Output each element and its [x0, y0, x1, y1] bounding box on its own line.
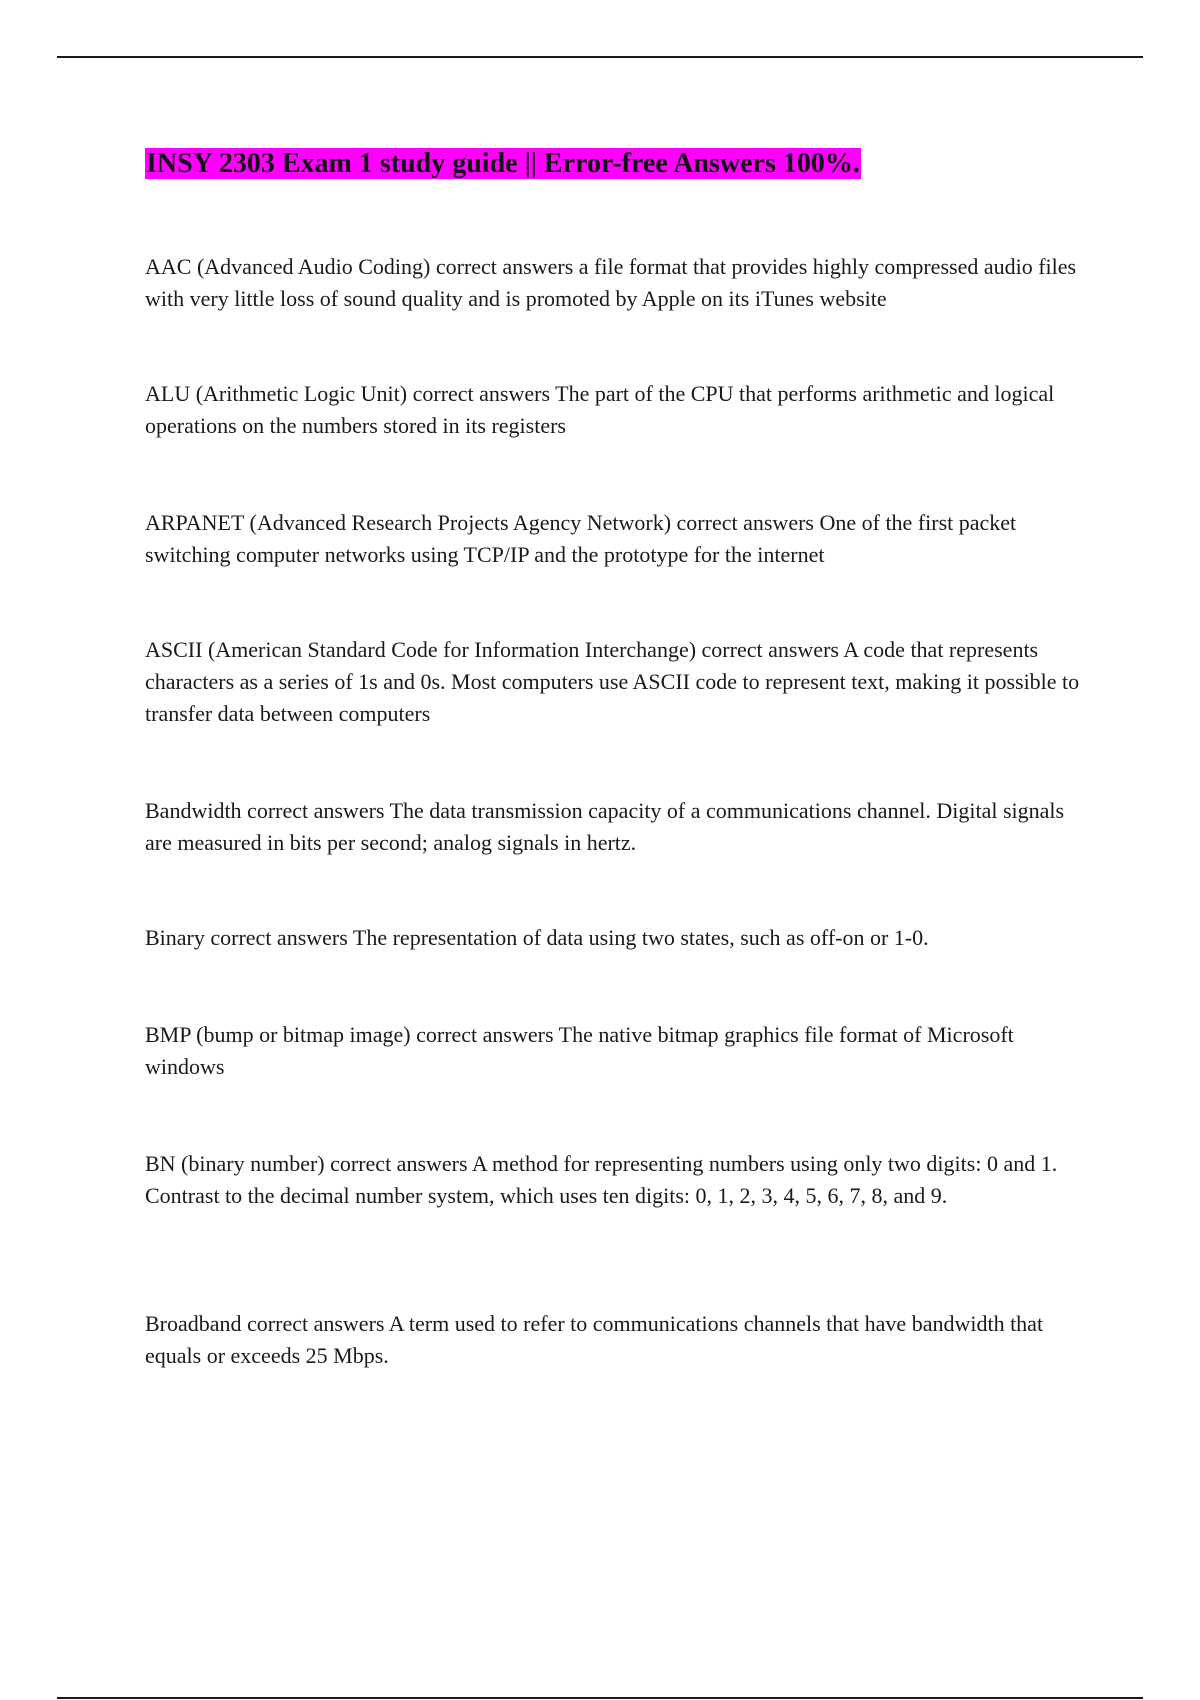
top-divider: [57, 56, 1143, 58]
entry-bandwidth: Bandwidth correct answers The data transmission capacity of a communications channel. Digital signals are measured in bits per second; analog signals in hertz.: [145, 798, 1065, 855]
entry-arpanet: ARPANET (Advanced Research Projects Agency Network) correct answers One of the first packet switching computer networks using TCP/IP and the prototype for the internet: [145, 510, 1017, 567]
entry-bmp: BMP (bump or bitmap image) correct answers The native bitmap graphics file format of Microsoft windows: [145, 1022, 1014, 1079]
entry-ascii: ASCII (American Standard Code for Information Interchange) correct answers A code that represents characters as a series of 1s and 0s. Most computers use ASCII code to represent text, making it possible to transfer data between computers: [145, 637, 1080, 726]
bottom-divider: [57, 1697, 1143, 1699]
title-block: [145, 146, 1090, 182]
entry-bn: BN (binary number) correct answers A method for representing numbers using only two digits: 0 and 1. Contrast to the decimal number system, which uses ten digits: 0, 1, 2, 3, 4, 5, 6, 7, 8, and 9.: [145, 1151, 1058, 1208]
document-title: INSY 2303 Exam 1 study guide || Error-free Answers 100%.: [146, 148, 860, 179]
entry-aac: AAC (Advanced Audio Coding) correct answers a file format that provides highly compressed audio files with very little loss of sound quality and is promoted by Apple on its iTunes website: [145, 254, 1077, 311]
entry-broadband: Broadband correct answers A term used to refer to communications channels that have bandwidth that equals or exceeds 25 Mbps.: [145, 1311, 1044, 1368]
entry-alu: ALU (Arithmetic Logic Unit) correct answers The part of the CPU that performs arithmetic and logical operations on the numbers stored in its registers: [145, 381, 1055, 438]
entry-binary: Binary correct answers The representation of data using two states, such as off-on or 1-0.: [145, 925, 929, 950]
